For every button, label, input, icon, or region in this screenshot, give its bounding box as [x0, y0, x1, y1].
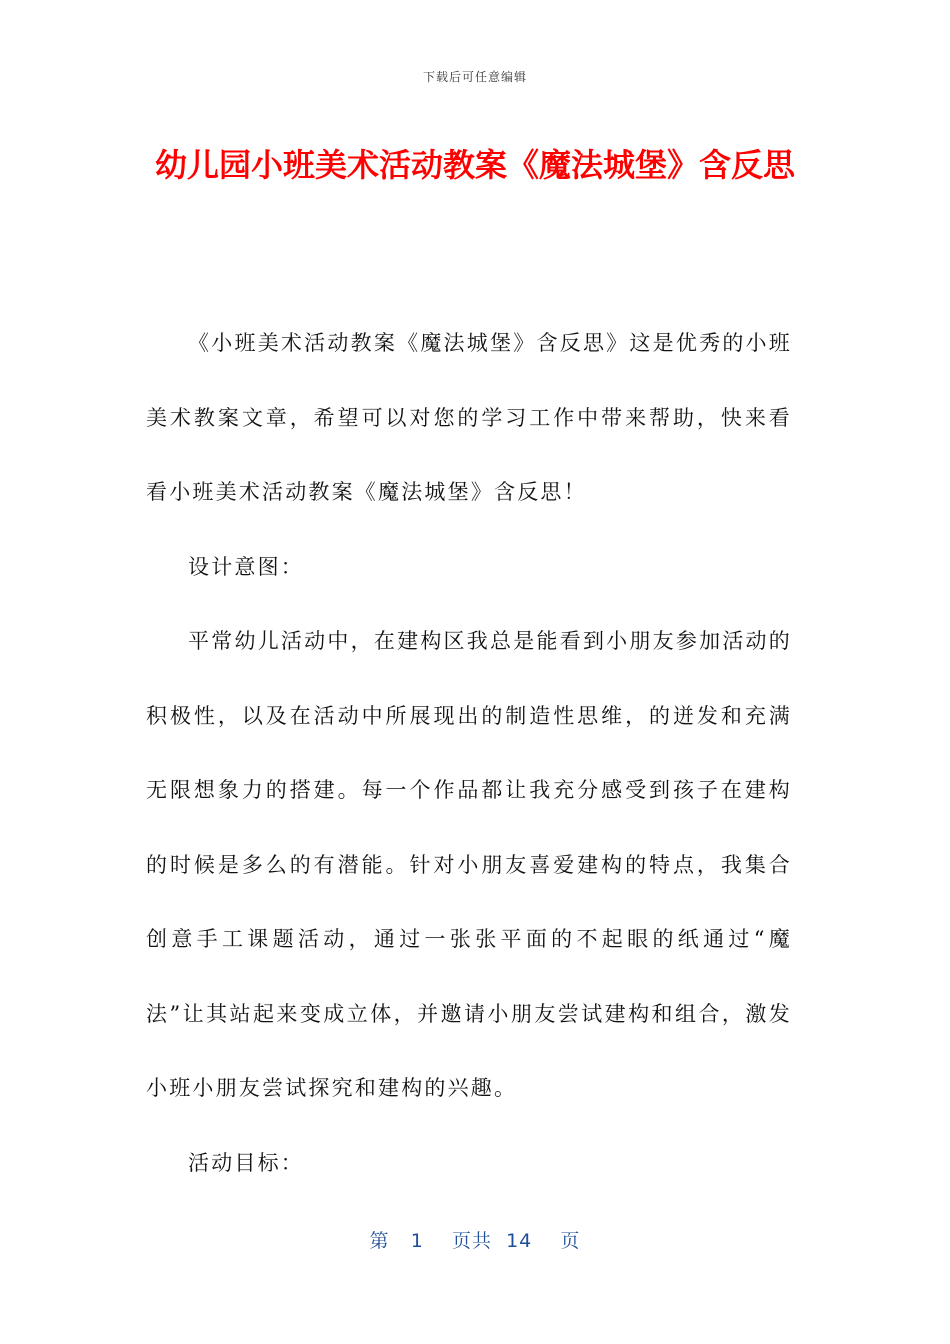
document-title: 幼儿园小班美术活动教案《魔法城堡》含反思	[154, 146, 795, 184]
page-total: 14	[506, 1230, 533, 1252]
header-note: 下载后可任意编辑	[422, 70, 527, 84]
page-middle: 页共	[451, 1230, 492, 1252]
paragraph-design-body: 平常幼儿活动中，在建构区我总是能看到小朋友参加活动的积极性，以及在活动中所展现出的制造性思维，的迸发和充满无限想象力的搭建。每一个作品都让我充分感受到孩子在建构的时候是多么的有潜能。针对小朋友喜爱建构的特点，我集合创意手工课题活动，通过一张张平面的不起眼的纸通过“魔法”让其站起来变成立体，并邀请小朋友尝试建构和组合，激发小班小朋友尝试探究和建构的兴趣。	[146, 629, 792, 1100]
page-suffix: 页	[560, 1230, 581, 1252]
page-prefix: 第	[369, 1230, 390, 1252]
paragraph-design-heading: 设计意图：	[188, 554, 304, 579]
paragraph-goals-heading: 活动目标：	[188, 1150, 304, 1175]
page-current: 1	[410, 1230, 424, 1252]
document-body	[146, 306, 792, 1200]
paragraph-intro: 《小班美术活动教案《魔法城堡》含反思》这是优秀的小班美术教案文章，希望可以对您的学习工作中带来帮助，快来看看小班美术活动教案《魔法城堡》含反思！	[146, 331, 792, 504]
page-footer	[0, 1226, 950, 1253]
